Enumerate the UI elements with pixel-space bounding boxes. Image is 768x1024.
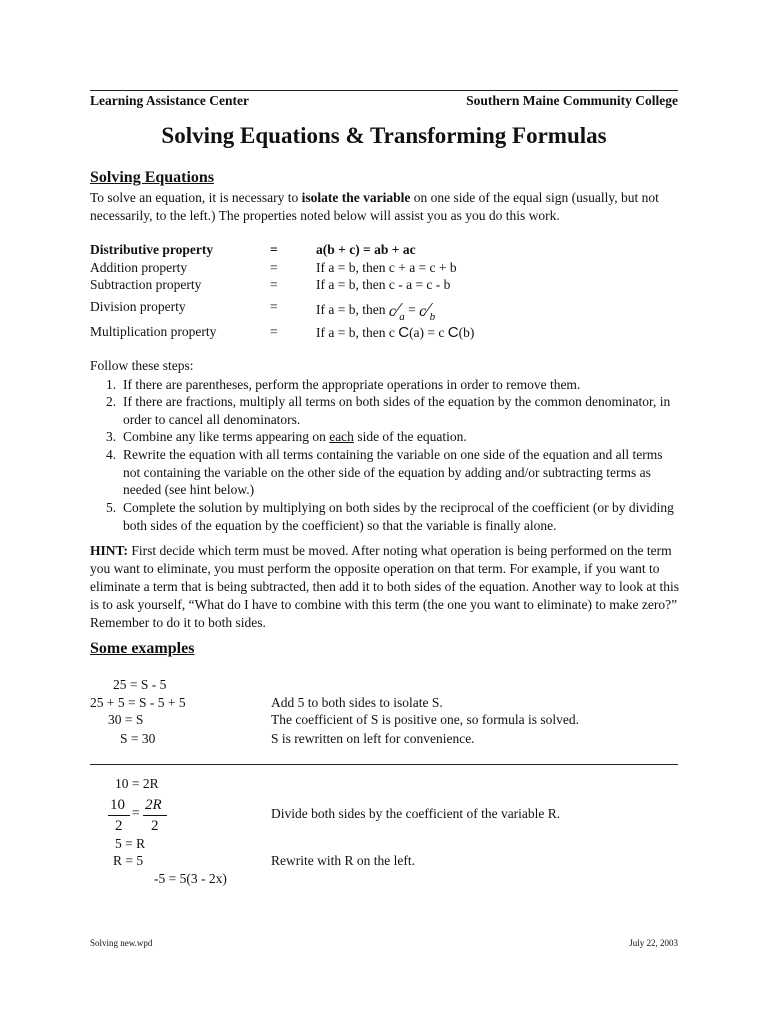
step-number: 5. (106, 500, 117, 515)
footer-filename: Solving new.wpd (90, 938, 153, 948)
property-rule: a(b + c) = ab + ac (316, 242, 416, 257)
footer-date: July 22, 2003 (629, 938, 678, 948)
property-rule: If a = b, then c + a = c + b (316, 260, 457, 275)
example2-note-rewrite: Rewrite with R on the left. (271, 853, 415, 868)
fraction-c-over-a (389, 299, 405, 323)
step-text: If there are parentheses, perform the appropriate operations in order to remove them. (123, 377, 581, 392)
step-item (106, 499, 680, 534)
property-name: Distributive property (90, 242, 214, 257)
frac-numerator: c (388, 303, 396, 320)
property-equals: = (270, 299, 278, 314)
mult-c-symbol: C (447, 324, 459, 341)
fraction-denominator-right: 2 (151, 818, 159, 834)
mult-rule-mid: (a) = c (409, 325, 448, 340)
step-text: Complete the solution by multiplying on both sides by the reciprocal of the coefficient (or by dividing both sides of the equation by the coefficient) so that the variable is finally alone. (123, 500, 674, 533)
frac-numerator: c (419, 303, 427, 320)
step-number: 4. (106, 447, 117, 462)
step-item (106, 446, 680, 499)
hint-paragraph (90, 542, 680, 632)
example1-note: The coefficient of S is positive one, so formula is solved. (271, 712, 579, 727)
header-rule (90, 90, 678, 91)
example2-note-divide: Divide both sides by the coefficient of the variable R. (271, 806, 561, 821)
intro-post: on one side of the equal sign (usually, but not necessarily, to the left.) The properties noted below will assist you as you do this work. (90, 190, 659, 223)
property-name: Addition property (90, 260, 188, 275)
mult-c-symbol: C (398, 324, 410, 341)
property-equals: = (270, 260, 278, 275)
frac-equals: = (408, 302, 416, 317)
property-name: Subtraction property (90, 277, 202, 292)
fraction-slash: ⁄ (395, 299, 400, 321)
example1-equation: S = 30 (120, 731, 156, 746)
mult-rule-pre: If a = b, then c (316, 325, 399, 340)
division-rule-text: If a = b, then (316, 302, 386, 317)
property-name: Division property (90, 299, 186, 314)
step-text-pre: Combine any like terms appearing on (123, 429, 330, 444)
fraction-numerator-right: 2R (145, 797, 162, 813)
property-rule-division (316, 297, 436, 324)
step-item (106, 376, 680, 394)
hint-text: First decide which term must be moved. After noting what operation is being performed on the term you want to eliminate, you must perform the opposite operation on that term. For example, if you want to eliminate a term that is being subtracted, then add it to both sides of the equation. Another way to look at this is to ask yourself, “What do I have to combine with this term (the one you want to eliminate) to make zero?” Remember to do it to both sides. (90, 543, 679, 630)
section-heading-solving: Solving Equations (90, 169, 215, 186)
step-text: If there are fractions, multiply all terms on both sides of the equation by the common denominator, in order to cancel all denominators. (123, 394, 671, 427)
property-rule: If a = b, then c - a = c - b (316, 277, 451, 292)
fraction-slash: ⁄ (426, 299, 430, 321)
fraction-numerator-left: 10 (110, 797, 125, 813)
property-equals: = (270, 277, 278, 292)
step-text: Rewrite the equation with all terms containing the variable on one side of the equation and all terms not containing the variable on the other side of the equation by adding and/or subtracting terms as needed (see hint below.) (123, 447, 663, 497)
example1-equation: 25 = S - 5 (113, 677, 167, 692)
example1-note: Add 5 to both sides to isolate S. (271, 695, 443, 710)
example2-equation: 5 = R (115, 836, 146, 851)
example1-note: S is rewritten on left for convenience. (271, 731, 475, 746)
step-text-post: side of the equation. (353, 429, 467, 444)
step-text-underlined: each (329, 429, 354, 444)
example-divider (90, 764, 678, 765)
property-equals: = (270, 324, 278, 339)
page-title: Solving Equations & Transforming Formulas (161, 123, 607, 148)
header-left: Learning Assistance Center (90, 93, 249, 108)
step-item (106, 393, 680, 428)
step-number: 1. (106, 377, 117, 392)
frac-denominator: a (399, 311, 405, 324)
intro-pre: To solve an equation, it is necessary to (90, 190, 302, 205)
frac-denominator: b (429, 311, 436, 324)
example1-equation: 30 = S (108, 712, 144, 727)
example1-equation: 25 + 5 = S - 5 + 5 (90, 695, 186, 710)
example2-equation: 10 = 2R (115, 776, 159, 791)
example3-equation: -5 = 5(3 - 2x) (154, 871, 227, 886)
fraction-denominator-left: 2 (115, 818, 123, 834)
intro-paragraph (90, 189, 680, 225)
fraction-bar (143, 815, 167, 816)
section-heading-examples: Some examples (90, 640, 195, 657)
step-number: 3. (106, 429, 117, 444)
step-text (106, 428, 680, 446)
fraction-c-over-b (419, 299, 435, 323)
steps-intro: Follow these steps: (90, 358, 194, 373)
step-number: 2. (106, 394, 117, 409)
fraction-bar (108, 815, 130, 816)
step-item (106, 428, 680, 446)
property-name: Multiplication property (90, 324, 217, 339)
property-equals: = (270, 242, 278, 257)
property-rule-multiplication (316, 324, 474, 341)
example2-equation: R = 5 (113, 853, 144, 868)
header-right: Southern Maine Community College (466, 93, 678, 108)
mult-rule-post: (b) (458, 325, 475, 340)
intro-bold: isolate the variable (301, 190, 411, 205)
fraction-equals: = (132, 805, 140, 820)
hint-label: HINT: (90, 543, 129, 558)
